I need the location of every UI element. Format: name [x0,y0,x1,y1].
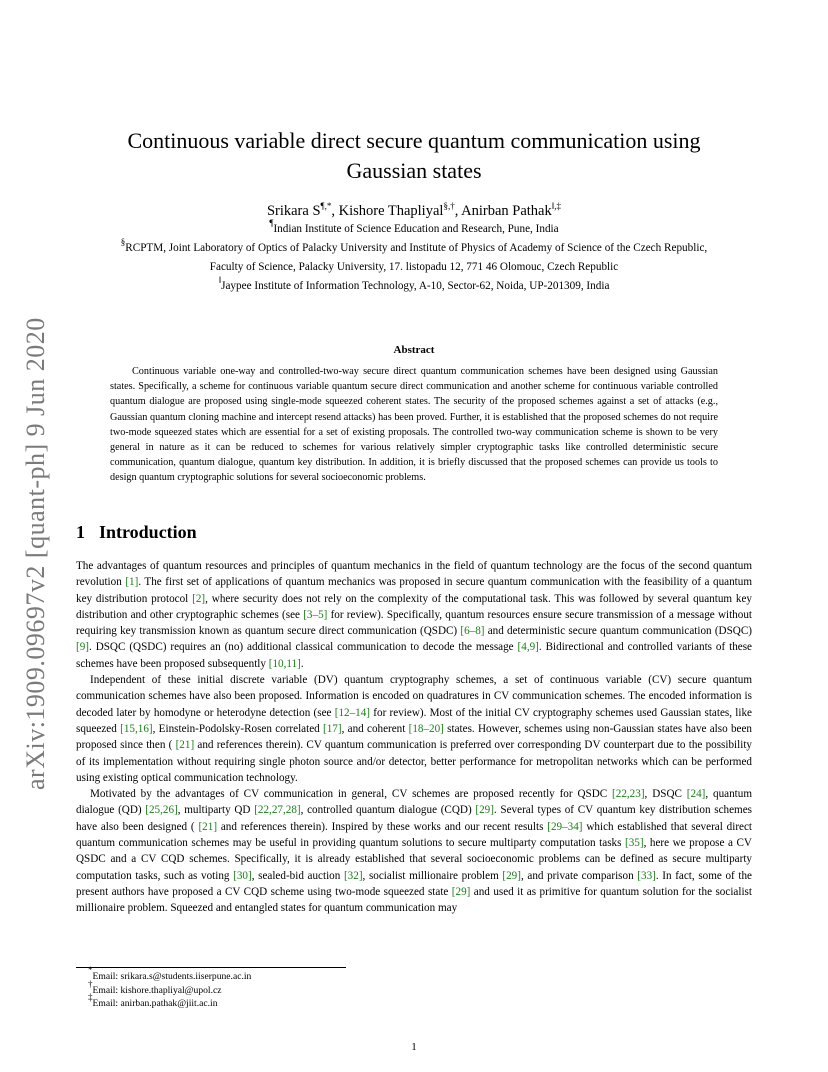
citation-link[interactable]: [18–20] [408,722,444,735]
affiliation-text: Jaypee Institute of Information Technology, A-10, Sector-62, Noida, UP-201309, India [221,280,610,292]
paragraph-text: , Einstein-Podolsky-Rosen correlated [152,722,324,735]
section-heading [76,522,197,543]
affiliation-mark: ¶ [269,218,274,228]
affiliation [80,218,748,235]
affiliation-text: Faculty of Science, Palacky University, 17. listopadu 12, 771 46 Olomouc, Czech Republic [209,261,619,273]
paragraph-text: for review). Specifically, quantum resources ensure secure transmission of a message without requiring key transmission known as quantum secure direct communication (QSDC) [76,608,752,638]
footnote-rule [76,967,346,968]
citation-link[interactable]: [30] [233,869,252,882]
paper-title [80,126,748,186]
abstract-text: Continuous variable one-way and controlled-two-way secure direct quantum communication schemes have been designed using Gaussian states. Specifically, a scheme for continuous variable quantum secure direct communication and another scheme for continuous variable controlled quantum dialogue are proposed using single-mode squeezed coherent states. The security of the proposed schemes against a set of attacks (e.g., Gaussian quantum cloning machine and intercept resend attacks) has been proved. Further, it is established that the proposed schemes do not require two-mode squeezed states which are essential for a set of existing proposals. The controlled two-way communication scheme is shown to be very general in nature as it can be reduced to schemes for various relatively simpler cryptographic tasks like controlled deterministic secure communication, quantum dialogue, quantum key distribution. In addition, it is briefly discussed that the proposed schemes can provide us tools to design quantum cryptographic solutions for several socioeconomic problems. [110,366,718,484]
footnote-text: Email: kishore.thapliyal@upol.cz [92,984,222,996]
citation-link[interactable]: [2] [192,592,206,605]
paragraph-text: which established that several direct quantum communication schemes may be useful in providing quantum solutions to secure multiparty computation tasks [76,820,753,850]
paragraph-text: Motivated by the advantages of CV communication in general, CV schemes are proposed recently for QSDC [90,788,613,801]
author-name: Anirban Pathak [461,203,552,219]
abstract-heading: Abstract [393,344,435,356]
paragraph-text: states. However, schemes using non-Gaussian states have also been proposed since then ( [76,722,752,752]
citation-link[interactable]: [21] [198,820,218,833]
footnote-mark: * [88,965,93,975]
arxiv-identifier-stamp: arXiv:1909.09697v2 [quant-ph] 9 Jun 2020 [21,317,50,790]
paragraph-text: , DSQC [644,788,687,801]
author-list: Srikara S¶,*, Kishore Thapliyal§,†, Anirban Pathak‖,‡ [266,201,562,219]
paragraph-text: . DSQC (QSDC) requires an (no) additional classical communication to decode the message [89,641,518,654]
section-title: Introduction [99,522,197,542]
footnotes [88,965,252,1011]
citation-link[interactable]: [22,27,28] [254,804,301,817]
affiliation [80,261,748,273]
paragraph-text: and references therein). Inspired by these works and our recent results [217,820,548,833]
footnote [88,992,251,1011]
citation-link[interactable]: [15,16] [120,722,153,735]
paragraph-text: , controlled quantum dialogue (CQD) [300,804,476,817]
citation-link[interactable]: [9] [76,641,89,654]
paragraph-text: Independent of these initial discrete variable (DV) quantum cryptography schemes, a set of continuous variable (CV) secure quantum communication schemes have also been proposed. Information is encoded on quadratures in CV communication schemes. The encoded information is decoded later by homodyne or heterodyne detection (see [76,674,752,719]
citation-link[interactable]: [12–14] [334,706,371,719]
footnote-text: Email: srikara.s@students.iiserpune.ac.in [92,971,252,982]
paragraph [76,672,752,786]
paragraph-text: for review). Most of the initial CV cryptography schemes used Gaussian states, like squeezed [76,706,752,735]
author-name: Srikara S [266,203,321,219]
footnote-text: Email: anirban.pathak@jiit.ac.in [92,998,218,1009]
footnote-mark: † [88,978,93,989]
citation-link[interactable]: [33] [637,869,656,882]
paragraph-text: , socialist millionaire problem [362,869,503,882]
citation-link[interactable]: [17] [323,722,342,735]
citation-link[interactable]: [21] [175,739,195,752]
paragraph [76,786,752,916]
paragraph-text: . Bidirectional and controlled variants of these schemes have been proposed subsequently [76,641,752,670]
paragraph-text: , here we propose a CV QSDC and a CV CQD schemes. Specifically, it is already established that several socioeconomic problems can be defined as secure multiparty computation tasks, such as voting [76,837,752,882]
paragraph-text: , and private comparison [520,869,638,882]
affiliation-text: Indian Institute of Science Education and Research, Pune, India [273,223,559,235]
paragraph-text: , sealed-bid auction [251,869,344,882]
paragraph-text: The advantages of quantum resources and principles of quantum mechanics in the field of quantum technology are the focus of the second quantum revolution [76,560,752,589]
citation-link[interactable]: [22,23] [612,788,645,801]
title-line-2: Gaussian states [346,158,482,183]
paragraph-text: , where security does not rely on the complexity of the computational task. This was followed by several quantum key distribution and other cryptographic schemes (see [76,592,752,621]
paragraph-text: . The first set of applications of quantum mechanics was proposed in secure quantum communication with the feasibility of a quantum key distribution protocol [76,576,753,605]
paragraph-text: , and coherent [341,722,409,735]
section-number: 1 [76,522,85,542]
author-name: Kishore Thapliyal [338,203,444,219]
paragraph [76,558,752,672]
citation-link[interactable]: [29] [502,869,521,882]
paragraph-text: , quantum dialogue (QD) [76,788,752,817]
page-number: 1 [411,1041,417,1053]
paragraph-text: . [300,657,304,670]
citation-link[interactable]: [3–5] [303,608,328,621]
title-line-1: Continuous variable direct secure quantum communication using [127,128,701,153]
citation-link[interactable]: [29] [475,804,494,817]
footnote-mark: ‡ [88,992,93,1002]
paragraph-text: , multiparty QD [177,804,255,817]
affiliation-mark: ‖ [218,275,222,285]
citation-link[interactable]: [35] [625,837,644,850]
footnote [88,965,252,984]
citation-link[interactable]: [6–8] [460,625,485,638]
affiliation [80,275,748,292]
author-marks: ‖,‡ [551,201,562,211]
citation-link[interactable]: [25,26] [145,804,178,817]
paragraph-text: and used it as primitive for quantum solution for the socialist millionaire problem. Squeezed and entangled states for quantum communication may [76,885,752,915]
author-marks: §,† [443,201,455,211]
citation-link[interactable]: [24] [686,788,706,801]
citation-link[interactable]: [10,11] [268,657,301,670]
affiliation [80,237,748,254]
paragraph-text: . In fact, some of the present authors have proposed a CV CQD scheme using two-mode squeezed state [76,869,753,898]
citation-link[interactable]: [1] [125,576,139,589]
author-marks: ¶,* [320,201,332,211]
paragraph-text: . Several types of CV quantum key distribution schemes have also been designed ( [76,804,752,833]
paragraph-text: and deterministic secure quantum communication (DSQC) [484,625,752,638]
citation-link[interactable]: [4,9] [517,641,539,654]
citation-link[interactable]: [32] [343,869,363,882]
citation-link[interactable]: [29–34] [547,820,583,833]
citation-link[interactable]: [29] [451,885,471,898]
affiliation-text: RCPTM, Joint Laboratory of Optics of Palacky University and Institute of Physics of Academy of Science of the Czech Republic, [125,242,708,254]
affiliation-mark: § [120,237,126,247]
body-text [76,558,752,917]
footnote [88,978,251,998]
paragraph-text: and references therein). CV quantum communication is preferred over corresponding DV counterpart due to the possibility of its implementation without requiring single photon source and/or detector, better performance for metropolitan networks which can be performed using existing optical communication technology. [76,739,753,784]
